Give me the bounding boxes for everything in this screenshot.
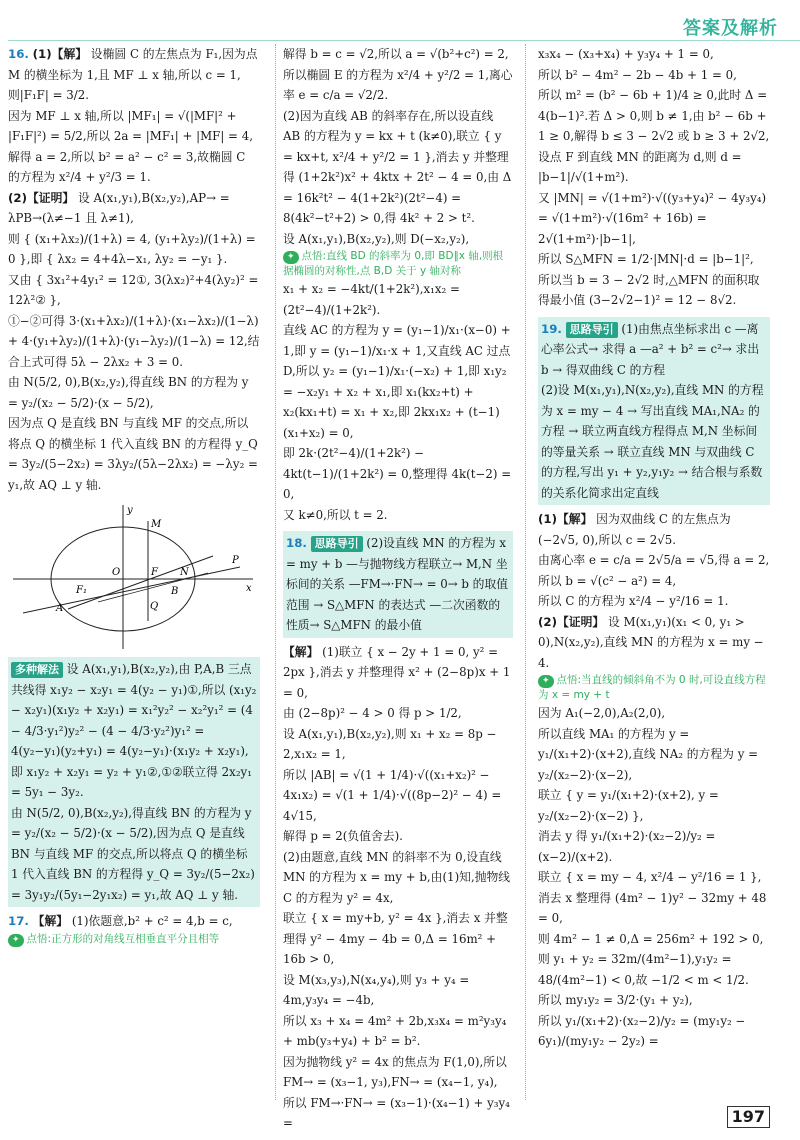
text-line: 所以椭圆 E 的方程为 x²/4 + y²/2 = 1,离心率 e = c/a = √2/2. <box>283 67 513 102</box>
thinking-guide-badge: 思路导引 <box>311 536 363 552</box>
text-line: (2)由题意,直线 MN 的斜率不为 0,设直线 MN 的方程为 x = my + b,由(1)知,抛物线 C 的方程为 y² = 4x, <box>283 849 511 905</box>
text-line: 因为 MF ⊥ x 轴,所以 |MF₁| = √(|MF|² + |F₁F|²) = 5/2,所以 2a = |MF₁| + |MF| = 4,解得 a = 2,所以 b² = a² − c² = 3,故椭圆 C 的方程为 x²/4 + y²/3 = 1. <box>8 108 253 184</box>
text-line: 因为抛物线 y² = 4x 的焦点为 F(1,0),所以 FM→ = (x₃−1, y₃),FN→ = (x₄−1, y₄), <box>283 1054 507 1089</box>
text-line: ①−②可得 3·(x₁+λx₂)/(1+λ)·(x₁−λx₂)/(1−λ) + 4·(y₁+λy₂)/(1+λ)·(y₁−λy₂)/(1−λ) = 12,结合上式可得 5λ − 2λx₂ + 3 = 0. <box>8 313 260 369</box>
solution-tag: 【解】 <box>32 914 69 928</box>
text-line: 又由 { 3x₁²+4y₁² = 12①, 3(λx₂)²+4(λy₂)² = 12λ²② }, <box>8 272 259 307</box>
label-f1: F₁ <box>76 585 87 596</box>
text-line: 解得 b = c = √2,所以 a = √(b²+c²) = 2, <box>283 47 509 61</box>
text-line: 设 M(x₁,y₁)(x₁ < 0, y₁ > 0),N(x₂,y₂),直线 MN 的方程为 x = my − 4. <box>538 614 764 670</box>
tip-note: 点悟:正方形的对角线互相垂直平分且相等 <box>26 932 220 945</box>
text-line: 所以直线 MA₁ 的方程为 y = y₁/(x₁+2)·(x+2),直线 NA₂ 的方程为 y = y₂/(x₂−2)·(x−2), <box>538 726 758 782</box>
text-line: 由离心率 e = c/a = 2√5/a = √5,得 a = 2, <box>538 553 770 567</box>
text-line: 设 A(x₁,y₁),B(x₂,y₂),由 P,A,B 三点共线得 x₁y₂ − x₂y₁ = 4(y₂ − y₁)①,所以 (x₁y₂ − x₂y₁)(x₁y₂ + x₂y₁) = x₁²y₂² − x₂²y₁² = (4 − 4/3·y₁²)y₂² − (4 − 4/3·y₂²)y₁² = 4(y₂−y₁)(y₂+y₁) = 4(y₂−y₁)·(x₁y₂ + x₂y₁),即 x₁y₂ + x₂y₁ = y₂ + y₁②,①②联立得 2x₂y₁ = 5y₁ − 3y₂. <box>11 662 257 799</box>
text-line: 因为双曲线 C 的左焦点为 (−2√5, 0),所以 c = 2√5. <box>538 512 731 547</box>
thinking-guide-badge: 思路导引 <box>566 322 618 338</box>
proof-tag: (2)【证明】 <box>8 190 75 205</box>
label-y: y <box>127 505 133 516</box>
label-a: A <box>56 603 64 614</box>
line-bn <box>68 556 213 609</box>
solution-tag: (1)【解】 <box>32 47 88 61</box>
text-line: 设点 F 到直线 MN 的距离为 d,则 d = |b−1|/√(1+m²). <box>538 149 742 184</box>
label-n: N <box>180 567 189 578</box>
question-number: 19. <box>541 321 562 336</box>
text-line: 所以当 b = 3 − 2√2 时,△MFN 的面积取得最小值 (3−2√2−1)² = 12 − 8√2. <box>538 272 760 307</box>
alternative-method-box <box>8 657 260 907</box>
text-line: 又 |MN| = √(1+m²)·√((y₃+y₄)² − 4y₃y₄) = √(1+m²)·√(16m² + 16b) = 2√(1+m²)·|b−1|, <box>538 190 767 246</box>
text-line: 所以 y₁/(x₁+2)·(x₂−2)/y₂ = (my₁y₂ − 6y₁)/(my₁y₂ − 2y₂) = <box>538 1013 746 1048</box>
solution-tag: (1)【解】 <box>538 512 593 526</box>
text-line: 设 M(x₃,y₃),N(x₄,y₄),则 y₃ + y₄ = 4m,y₃y₄ = −4b, <box>283 972 470 1007</box>
text-line: 所以 b = √(c² − a²) = 4, <box>538 573 677 588</box>
guide-text: (2)设直线 MN 的方程为 x = my + b —与抛物线方程联立→ M,N 坐标间的关系 —FM→·FN→ = 0→ b 的取值范围 → S△MFN 的表达式 —二次函数的性质→ S△MFN 的最小值 <box>286 536 509 632</box>
label-x: x <box>246 583 252 594</box>
text-line: 所以 FM→·FN→ = (x₃−1)·(x₄−1) + y₃y₄ = <box>283 1095 510 1130</box>
text-line: 设 A(x₁,y₁),B(x₂,y₂),AP→ = λPB→(λ≠−1 且 λ≠1), <box>8 190 230 225</box>
tip-note: 点悟:当直线的倾斜角不为 0 时,可设直线方程为 x = my + t <box>538 674 766 701</box>
text-line: 则 4m² − 1 ≠ 0,Δ = 256m² + 192 > 0, <box>538 931 764 946</box>
text-line: 解得 p = 2(负值舍去). <box>283 829 403 843</box>
text-line: x₃x₄ − (x₃+x₄) + y₃y₄ + 1 = 0, <box>538 47 714 61</box>
text-line: 所以 S△MFN = 1/2·|MN|·d = |b−1|², <box>538 252 754 266</box>
label-p: P <box>232 555 239 566</box>
question-number: 17. <box>8 914 29 928</box>
label-o: O <box>112 567 121 578</box>
guide-text: (1)由焦点坐标求出 c —离心率公式→ 求得 a —a² + b² = c²→ 求出 b → 得双曲线 C 的方程 <box>541 321 760 377</box>
lightbulb-icon: ✦ <box>8 934 24 947</box>
text-line: 因为 A₁(−2,0),A₂(2,0), <box>538 706 666 720</box>
text-line: 由 (2−8p)² − 4 > 0 得 p > 1/2, <box>283 706 462 720</box>
text-line: 消去 y 得 y₁/(x₁+2)·(x₂−2)/y₂ = (x−2)/(x+2). <box>538 829 716 864</box>
column-left <box>8 44 260 947</box>
guide-text: (2)设 M(x₁,y₁),N(x₂,y₂),直线 MN 的方程为 x = my − 4 → 写出直线 MA₁,NA₂ 的方程 → 联立两直线方程得点 M,N 坐标间的等量关系 → 联立直线 MN 与双曲线 C 的方程,写出 y₁ + y₂,y₁y₂ → 结合根与系数的关系化简求出定直线 <box>541 383 764 500</box>
text-line: 联立 { y = y₁/(x₁+2)·(x+2), y = y₂/(x₂−2)·(x−2) }, <box>538 788 719 823</box>
label-b: B <box>171 586 179 597</box>
text-line: 设椭圆 C 的左焦点为 F₁,因为点 M 的横坐标为 1,且 MF ⊥ x 轴,所以 c = 1,则|F₁F| = 3/2. <box>8 47 258 102</box>
text-line: 由 N(5/2, 0),B(x₂,y₂),得直线 BN 的方程为 y = y₂/(x₂ − 5/2)·(x − 5/2), <box>8 375 249 410</box>
text-line: 所以 |AB| = √(1 + 1/4)·√((x₁+x₂)² − 4x₁x₂) = √(1 + 1/4)·√((8p−2)² − 4) = 4√15, <box>283 767 502 823</box>
ellipse-figure <box>8 501 260 651</box>
text-line: 又 k≠0,所以 t = 2. <box>283 507 388 522</box>
proof-tag: (2)【证明】 <box>538 614 605 629</box>
label-q: Q <box>150 601 159 612</box>
text-line: 所以 my₁y₂ = 3/2·(y₁ + y₂), <box>538 993 693 1007</box>
column-divider <box>275 44 276 1100</box>
text-line: x₁ + x₂ = −4kt/(1+2k²),x₁x₂ = (2t²−4)/(1+2k²). <box>283 282 460 317</box>
text-line: 所以 m² = (b² − 6b + 1)/4 ≥ 0,此时 Δ = 4(b−1)².若 Δ > 0,则 b ≠ 1,由 b² − 6b + 1 ≥ 0,解得 b ≤ 3 − 2√2 或 b ≥ 3 + 2√2, <box>538 88 770 143</box>
text-line: 则 y₁ + y₂ = 32m/(4m²−1),y₁y₂ = 48/(4m²−1) < 0,故 −1/2 < m < 1/2. <box>538 952 749 987</box>
q16-intro <box>8 44 260 106</box>
text-line: 联立 { x = my − 4, x²/4 − y²/16 = 1 },消去 x 整理得 (4m² − 1)y² − 32my + 48 = 0, <box>538 870 767 925</box>
column-middle <box>283 44 513 1134</box>
text-line: 设 A(x₁,y₁),B(x₂,y₂),则 D(−x₂,y₂), <box>283 231 470 246</box>
text-line: 直线 AC 的方程为 y = (y₁−1)/x₁·(x−0) + 1,即 y = (y₁−1)/x₁·x + 1,又直线 AC 过点 D,所以 y₂ = (y₁−1)/x₁·(−x₂) + 1,即 x₁y₂ = −x₂y₁ + x₂ + x₁,即 x₁(kx₂+t) + x₂(kx₁+t) = x₁ + x₂,即 2kx₁x₂ + (t−1)(x₁+x₂) = 0, <box>283 323 511 440</box>
solution-tag: 【解】 <box>283 644 319 659</box>
column-divider <box>525 44 526 1100</box>
text-line: 则 { (x₁+λx₂)/(1+λ) = 4, (y₁+λy₂)/(1+λ) = 0 },即 { λx₂ = 4+4λ−x₁, λy₂ = −y₁ }. <box>8 231 256 266</box>
question-number: 18. <box>286 536 307 550</box>
text-line: 所以 x₃ + x₄ = 4m² + 2b,x₃x₄ = m²y₃y₄ + mb(y₃+y₄) + b² = b². <box>283 1013 507 1048</box>
text-line: 设 A(x₁,y₁),B(x₂,y₂),则 x₁ + x₂ = 8p − 2,x₁x₂ = 1, <box>283 726 497 761</box>
text-line: 即 2k·(2t²−4)/(1+2k²) − 4kt(t−1)/(1+2k²) = 0,整理得 4k(t−2) = 0, <box>283 446 512 501</box>
thinking-guide-box <box>538 317 770 506</box>
label-f: F <box>151 567 158 578</box>
text-line: (2)因为直线 AB 的斜率存在,所以设直线 AB 的方程为 y = kx + t (k≠0),联立 { y = kx+t, x²/4 + y²/2 = 1 },消去 y 并整理得 (1+2k²)x² + 4ktx + 2t² − 4 = 0,由 Δ = 16k²t² − 4(1+2k²)(2t²−4) = 8(4k²−t²+2) > 0,得 4k² + 2 > t². <box>283 108 512 225</box>
text-line: 由 N(5/2, 0),B(x₂,y₂),得直线 BN 的方程为 y = y₂/(x₂ − 5/2)·(x − 5/2),因为点 Q 是直线 BN 与直线 MF 的交点,所以将点 Q 的横坐标 1 代入直线 BN 的方程得 y_Q = 3y₂/(5−2x₂) = 3y₁y₂/(5y₁−2y₁x₂) = y₁,故 AQ ⊥ y 轴. <box>11 805 255 902</box>
text-line: 联立 { x = my+b, y² = 4x },消去 x 并整理得 y² − 4my − 4b = 0,Δ = 16m² + 16b > 0, <box>283 911 508 966</box>
text-line: (1)联立 { x − 2y + 1 = 0, y² = 2px },消去 y 并整理得 x² + (2−8p)x + 1 = 0, <box>283 644 511 700</box>
alternative-method-badge: 多种解法 <box>11 662 63 678</box>
column-right <box>538 44 770 1052</box>
text-line: 因为点 Q 是直线 BN 与直线 MF 的交点,所以将点 Q 的横坐标 1 代入直线 BN 的方程得 y_Q = 3y₂/(5−2x₂) = 3λy₂/(5λ−2λx₂) = −λy₂ = y₁,故 AQ ⊥ y 轴. <box>8 416 258 492</box>
text-line: 所以 C 的方程为 x²/4 − y²/16 = 1. <box>538 594 729 608</box>
page-number: 197 <box>727 1106 770 1128</box>
label-m: M <box>151 519 162 530</box>
ellipse-diagram <box>8 501 258 651</box>
thinking-guide-box <box>283 531 513 638</box>
page-header-title: 答案及解析 <box>683 18 778 39</box>
header-rule <box>8 40 800 41</box>
tip-note: 点悟:直线 BD 的斜率为 0,即 BD∥x 轴,则根据椭圆的对称性,点 B,D 关于 y 轴对称 <box>283 250 504 277</box>
text-line: 所以 b² − 4m² − 2b − 4b + 1 = 0, <box>538 67 737 82</box>
lightbulb-icon: ✦ <box>283 251 299 264</box>
question-number: 16. <box>8 47 29 61</box>
lightbulb-icon: ✦ <box>538 675 554 688</box>
text-line: (1)依题意,b² + c² = 4,b = c, <box>71 914 233 928</box>
